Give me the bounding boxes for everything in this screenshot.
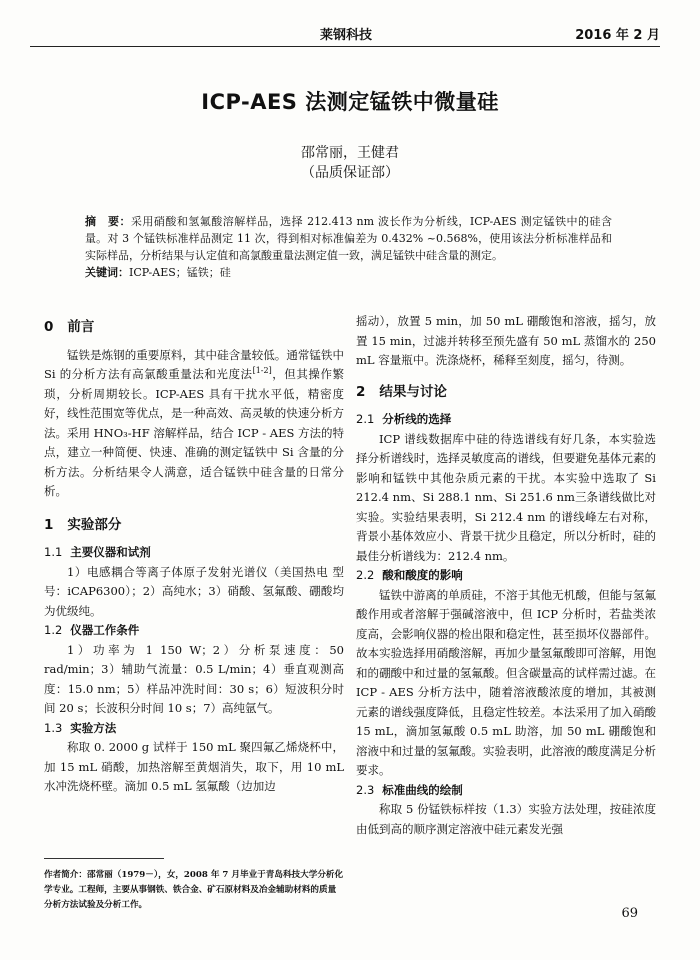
intro-paragraph bbox=[44, 346, 344, 502]
keywords-text: ICP-AES；锰铁；硅 bbox=[129, 266, 231, 279]
subsection-number: 1.3 bbox=[44, 720, 63, 735]
section-title: 结果与讨论 bbox=[379, 383, 447, 400]
affiliation: （品质保证部） bbox=[301, 165, 399, 181]
acidity-paragraph: 锰铁中游离的单质硅，不溶于其他无机酸，但能与氢氟酸作用或者溶解于强碱溶液中，但 ICP 分析时，若盐类浓度高，会影响仪器的检出限和稳定性，甚至损坏仪器部件。故本实验选择用硝酸溶解，再加少量氢氟酸即可溶解，用饱和的硼酸中和过量的氢氟酸。但含碳量高的试样需过滤。在 ICP - AES 分析方法中，随着溶液酸浓度的增加，其被测元素的谱线强度降低，且稳定性较差。本法采用了加入硝酸 15 mL，滴加氢氟酸 0.5 mL 助溶，加 50 mL 硼酸饱和溶液中和过量的氢氟酸。实验表明，此溶液的酸度满足分析要求。 bbox=[356, 587, 656, 777]
subsection-title: 主要仪器和试剂 bbox=[70, 545, 151, 559]
intro-text-a: 锰铁是炼钢的重要原料，其中硅含量较低。通常锰铁中 Si 的分析方法有高氯酸重量法和光度法 bbox=[44, 347, 344, 381]
subsection-heading-1-2 bbox=[44, 621, 344, 641]
subsection-title: 标准曲线的绘制 bbox=[382, 782, 463, 797]
authors: 邵常丽，王健君 bbox=[301, 145, 399, 161]
right-column bbox=[356, 312, 656, 839]
issue-date: 2016 年 2 月 bbox=[575, 28, 660, 43]
abstract-text: 采用硝酸和氢氟酸溶解样品，选择 212.413 nm 波长作为分析线，ICP-AES 测定锰铁中的硅含量。对 3 个锰铁标准样品测定 11 次，得到相对标准偏差为 0.432% ~0.568%，使用该法分析标准样品和实际样品，分析结果与认定值和高氯酸重量法测定值一致，满足锰铁中硅含量的测定。 bbox=[85, 215, 612, 262]
subsection-number: 2.1 bbox=[356, 412, 375, 426]
page-number: 69 bbox=[621, 906, 638, 921]
subsection-number: 1.1 bbox=[44, 545, 63, 559]
analysis-line-paragraph: ICP 谱线数据库中硅的待选谱线有好几条，本实验选择分析谱线时，选择灵敏度高的谱线，但要避免基体元素的影响和锰铁中其他杂质元素的干扰。本实验中选取了 Si 212.4 nm、Si 288.1 nm、Si 251.6 nm三条谱线做比对实验。实验结果表明，Si 212.4 nm 的谱线峰左右对称，背景小基体效应小、背景干扰少且稳定，所以分析时，硅的最佳分析谱线为：212.4 nm。 bbox=[356, 431, 656, 563]
subsection-title: 分析线的选择 bbox=[382, 412, 452, 426]
paper-title: ICP-AES 法测定锰铁中微量硅 bbox=[201, 90, 499, 114]
method-paragraph: 称取 0. 2000 g 试样于 150 mL 聚四氟乙烯烧杯中，加 15 mL 硝酸，加热溶解至黄烟消失，取下，用 10 mL 水冲洗烧杯壁。滴加 0.5 mL 氢氟酸（边加边 bbox=[44, 740, 344, 793]
subsection-heading-1-1 bbox=[44, 543, 344, 563]
running-header bbox=[30, 22, 660, 47]
subsection-title: 实验方法 bbox=[70, 720, 117, 735]
conditions-paragraph: 1）功率为 1 150 W；2）分析泵速度：50 rad/min；3）辅助气流量：0.5 L/min；4）垂直观测高度：15.0 nm；5）样品冲洗时间：30 s；6）短波积分时间 20 s；长波积分时间 10 s；7）高纯氩气。 bbox=[44, 642, 344, 715]
keywords-label: 关键词： bbox=[85, 266, 129, 279]
method-paragraph-continued: 摇动），放置 5 min，加 50 mL 硼酸饱和溶液，摇匀，放置 15 min，过滤并转移至预先盛有 50 mL 蒸馏水的 250 mL 容量瓶中。洗涤烧杯，稀释至刻度，摇匀，待测。 bbox=[356, 314, 656, 367]
section-title: 前言 bbox=[67, 319, 95, 335]
citation: [1-2] bbox=[252, 366, 272, 376]
calibration-paragraph: 称取 5 份锰铁标样按（1.3）实验方法处理，按硅浓度由低到高的顺序测定溶液中硅元素发光强 bbox=[356, 802, 656, 836]
subsection-heading-2-1 bbox=[356, 410, 656, 430]
section-heading-2 bbox=[356, 383, 656, 403]
subsection-number: 2.3 bbox=[356, 782, 375, 797]
section-heading-1 bbox=[44, 516, 344, 536]
abstract bbox=[85, 213, 612, 281]
instruments-paragraph: 1）电感耦合等离子体原子发射光谱仪（美国热电 型号：iCAP6300）；2）高纯水；3）硝酸、氢氟酸、硼酸均为优级纯。 bbox=[44, 564, 344, 618]
subsection-number: 2.2 bbox=[356, 568, 375, 582]
journal-name: 莱钢科技 bbox=[320, 28, 373, 43]
author-footnote: 作者简介：邵常丽（1979－），女，2008 年 7 月毕业于青岛科技大学分析化学专业。工程师，主要从事钢铁、铁合金、矿石原材料及冶金辅助材料的质量分析方法试验及分析工作。 bbox=[44, 870, 344, 910]
section-title: 实验部分 bbox=[67, 516, 122, 533]
section-number: 0 bbox=[44, 319, 54, 335]
subsection-heading-2-2 bbox=[356, 566, 656, 586]
subsection-number: 1.2 bbox=[44, 623, 63, 637]
section-number: 1 bbox=[44, 516, 54, 533]
left-column bbox=[44, 316, 344, 797]
intro-text-b: ，但其操作繁琐，分析周期较长。ICP-AES 具有干扰水平低，精密度好，线性范围宽等优点，是一种高效、高灵敏的快速分析方法。采用 HNO₃-HF 溶解样品，结合 ICP - AES 方法的特点，建立一种简便、快速、准确的测定锰铁中 Si 含量的分析方法。分析结果令人满意，适合锰铁中硅含量的日常分析。 bbox=[44, 367, 345, 498]
subsection-title: 酸和酸度的影响 bbox=[382, 568, 463, 582]
subsection-heading-2-3 bbox=[356, 781, 656, 801]
section-heading-0 bbox=[44, 318, 344, 338]
section-number: 2 bbox=[356, 383, 366, 400]
subsection-title: 仪器工作条件 bbox=[70, 623, 140, 637]
subsection-heading-1-3 bbox=[44, 719, 344, 739]
abstract-label: 摘 要： bbox=[85, 215, 131, 228]
footnote-divider bbox=[44, 858, 164, 859]
keywords bbox=[85, 264, 612, 281]
